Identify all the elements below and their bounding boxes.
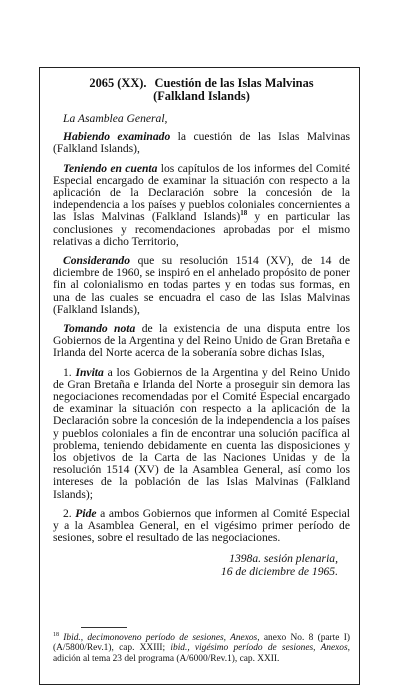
- paragraph-4-text: de la existencia de una disputa entre los Gobiernos de la Argentina y del Reino Unido de Gran Bretaña e Irlanda del Norte acerca de la soberanía sobre dichas Islas,: [53, 322, 350, 360]
- footnote-mark: 18: [53, 631, 59, 638]
- footnote: [53, 633, 350, 664]
- operative-paragraph-1: [53, 367, 350, 501]
- title-line-1: Cuestión de las Islas Malvinas: [154, 76, 314, 90]
- footnote-part-1: Ibid., decimonoveno período de sesiones, Anexos,: [59, 633, 260, 643]
- paragraph-2: [53, 163, 350, 248]
- operative-1-lead: Invita: [75, 365, 104, 379]
- footnote-part-2: anexo No. 8 (parte I) (A/5800/Rev.1), cap. XXIII;: [53, 633, 350, 654]
- footnote-part-3: ibid., vigésimo período de sesiones, Anexos,: [165, 643, 350, 654]
- paragraph-2-text: los capítulos de los informes del Comité Especial encargado de examinar la situación con respecto a la aplicación de la Declaración sobre la concesión de la independencia a los países y pueblos coloniales concernientes a las Islas Malvinas (Falkland Islands): [53, 161, 350, 224]
- session-signature: [53, 552, 338, 578]
- paragraph-4-lead: Tomando nota: [63, 322, 136, 336]
- paragraph-3: [53, 255, 350, 316]
- paragraph-2-text-cont: y en particular las conclusiones y recomendaciones aprobadas por el mismo relativas a dicho Territorio,: [53, 210, 350, 248]
- operative-paragraph-2: [53, 508, 350, 545]
- footnote-part-4: adición al tema 23 del programa (A/6000/Rev.1), cap. XXII.: [53, 653, 280, 664]
- paragraph-4: [53, 323, 350, 360]
- paragraph-3-lead: Considerando: [63, 254, 131, 268]
- operative-1-number: 1.: [63, 365, 76, 379]
- paragraph-1: [53, 131, 350, 155]
- operative-1-text: a los Gobiernos de la Argentina y del Reino Unido de Gran Bretaña e Irlanda del Norte a proseguir sin demora las negociaciones recomendadas por el Comité Especial encargado de examinar la situación con respecto a la aplicación de la Declaración sobre la concesión de la independencia a los países y pueblos coloniales a fin de encontrar una solución pacífica al problema, teniendo debidamente en cuenta las disposiciones y los objetivos de la Carta de las Naciones Unidas y de la resolución 1514 (XV) de la Asamblea General, así como los intereses de la población de las Islas Malvinas (Falkland Islands);: [53, 365, 350, 501]
- resolution-body: [53, 77, 350, 578]
- operative-2-number: 2.: [63, 506, 76, 520]
- footnote-reference: 18: [240, 209, 248, 218]
- paragraph-3-text: que su resolución 1514 (XV), de 14 de diciembre de 1960, se inspiró en el anhelado propósito de poner fin al colonialismo en todas partes y en todas sus formas, en una de las cuales se encuadra el caso de las Islas Malvinas (Falkland Islands),: [53, 254, 350, 316]
- resolution-title: [53, 77, 350, 103]
- resolution-number: 2065 (XX).: [89, 76, 147, 90]
- salutation: La Asamblea General,: [63, 112, 168, 125]
- paragraph-1-text: la cuestión de las Islas Malvinas (Falkland Islands),: [53, 130, 350, 156]
- footnote-divider: [81, 627, 127, 628]
- title-line-2: (Falkland Islands): [153, 89, 250, 103]
- paragraph-1-lead: Habiendo examinado: [63, 130, 171, 144]
- operative-2-text: a ambos Gobiernos que informen al Comité Especial y a la Asamblea General, en el vigésimo primer período de sesiones, sobre el resultado de las negociaciones.: [53, 506, 351, 545]
- operative-2-lead: Pide: [75, 506, 97, 520]
- session-line: 1398a. sesión plenaria,: [229, 551, 338, 565]
- date-line: 16 de diciembre de 1965.: [220, 564, 338, 578]
- paragraph-2-lead: Teniendo en cuenta: [63, 161, 158, 175]
